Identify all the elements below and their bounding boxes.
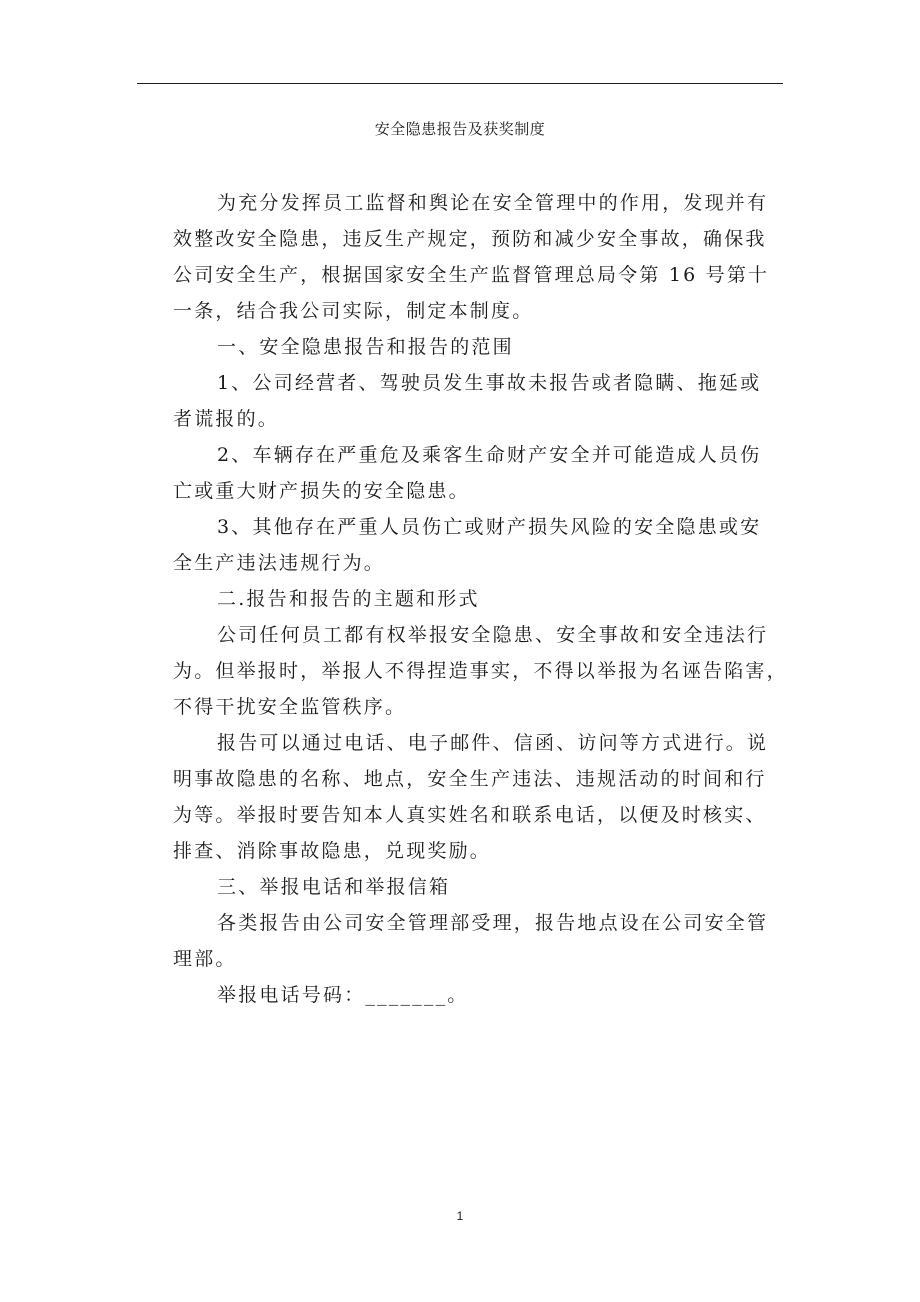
text-line: 一、安全隐患报告和报告的范围 [217, 336, 514, 358]
text-line: 举报电话号码：_______。 [217, 984, 469, 1006]
document-title: 安全隐患报告及获奖制度 [374, 120, 546, 138]
text-line: 效整改安全隐患，违反生产规定，预防和减少安全事故，确保我 [173, 228, 767, 250]
text-line: 亡或重大财产损失的安全隐患。 [173, 480, 470, 502]
section-heading-2 [173, 581, 779, 617]
text-line: 一条，结合我公司实际，制定本制度。 [173, 300, 534, 322]
list-item-2 [173, 437, 779, 509]
section-heading-1 [173, 329, 779, 365]
text-line: 为等。举报时要告知本人真实姓名和联系电话，以便及时核实、 [173, 804, 767, 826]
paragraph-acceptance [173, 905, 779, 977]
text-line: 明事故隐患的名称、地点，安全生产违法、违规活动的时间和行 [173, 768, 767, 790]
text-line: 报告可以通过电话、电子邮件、信函、访问等方式进行。说 [217, 732, 769, 754]
list-item-3 [173, 509, 779, 581]
text-line: 为充分发挥员工监督和舆论在安全管理中的作用，发现并有 [217, 192, 769, 214]
text-line: 2、车辆存在严重危及乘客生命财产安全并可能造成人员伤 [217, 444, 762, 466]
section-heading-3 [173, 869, 779, 905]
text-line: 为。但举报时，举报人不得捏造事实，不得以举报为名诬告陷害， [173, 660, 788, 682]
text-line: 3、其他存在严重人员伤亡或财产损失风险的安全隐患或安 [217, 516, 762, 538]
page-number: 1 [456, 1209, 464, 1223]
paragraph-reporting-rights [173, 617, 788, 725]
document-body [173, 185, 788, 1013]
text-line: 者谎报的。 [173, 408, 280, 430]
paragraph-hotline [173, 977, 779, 1013]
text-line: 二.报告和报告的主题和形式 [217, 588, 480, 610]
text-line: 不得干扰安全监管秩序。 [173, 696, 407, 718]
text-line: 理部。 [173, 948, 237, 970]
text-line: 三、举报电话和举报信箱 [217, 876, 451, 898]
header-rule [137, 83, 783, 84]
list-item-1 [173, 365, 779, 437]
text-line: 全生产违法违规行为。 [173, 552, 386, 574]
text-line: 各类报告由公司安全管理部受理，报告地点设在公司安全管 [217, 912, 769, 934]
text-line: 排查、消除事故隐患，兑现奖励。 [173, 840, 492, 862]
text-line: 1、公司经营者、驾驶员发生事故未报告或者隐瞒、拖延或 [217, 372, 762, 394]
text-line: 公司任何员工都有权举报安全隐患、安全事故和安全违法行 [217, 624, 769, 646]
paragraph-purpose [173, 185, 779, 329]
paragraph-reporting-methods [173, 725, 779, 869]
text-line: 公司安全生产，根据国家安全生产监督管理总局令第 16 号第十 [173, 264, 770, 286]
